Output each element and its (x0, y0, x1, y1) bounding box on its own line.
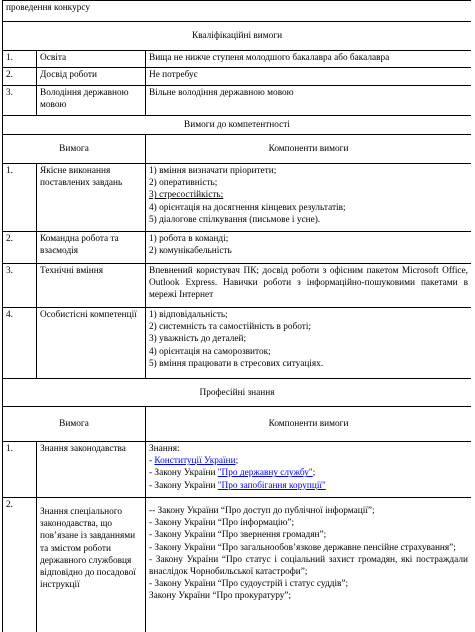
header-components: Компоненти вимоги (146, 407, 472, 442)
comp-num: 1. (3, 164, 37, 232)
qual-value: Не потребує (146, 68, 472, 86)
list-item: 3) уважність до деталей; (149, 334, 247, 345)
knowledge-laws (146, 442, 472, 498)
comp-text: Впевнений користувач ПК; досвід роботи з офісним пакетом Microsoft Office, Outlook Express. Навички роботи з інформаційно-пошуковими пакетами в мережі Інтернет (146, 264, 472, 308)
qual-name: Володіння державною мовою (37, 86, 146, 116)
law-item: - Закону України "Про державну службу"; (149, 468, 316, 479)
list-item: - Закону України “Про статус і соціальний захист громадян, які постраждали внаслідок Чорнобильської катастрофи”; (149, 554, 468, 578)
law-item: - Конституції України; (149, 456, 239, 467)
list-item: - Закону України “Про загальнообов’язкове державне пенсійне страхування”; (149, 542, 456, 553)
section-knowledge: Професійні знання (3, 379, 472, 407)
list-item: - Закону України “Про звернення громадян”; (149, 530, 327, 541)
list-item: 1) робота в команді; (149, 234, 229, 244)
comp-num: 2. (3, 232, 37, 264)
comp-name: Командна робота та взаємодія (37, 232, 146, 264)
list-item: 5) вміння працювати в стресових ситуаціях. (149, 358, 324, 369)
list-item: - Закону України “Про інформацію”; (149, 518, 295, 529)
list-item: 2) комунікабельність (149, 246, 232, 257)
list-item: 4) орієнтація на саморозвиток; (149, 346, 271, 357)
qual-num: 1. (3, 51, 37, 68)
knowledge-name: Знання законодавства (37, 442, 146, 498)
list-item: 3) стресостійкість; (149, 190, 224, 201)
qual-num: 3. (3, 86, 37, 116)
list-item: 2) системність та самостійність в роботі; (149, 322, 311, 333)
comp-items (146, 232, 472, 264)
list-item: Закону України “Про прокуратуру”; (149, 591, 292, 602)
requirements-table (2, 0, 471, 632)
list-item: -- Закону України “Про доступ до публічної інформації”; (149, 506, 375, 516)
qual-value: Вища не нижче ступеня молодшого бакалавра або бакалавра (146, 51, 472, 68)
comp-num: 4. (3, 308, 37, 379)
comp-items (146, 164, 472, 232)
header-requirement: Вимога (3, 407, 146, 442)
list-item: 1) відповідальність; (149, 310, 228, 320)
header-requirement: Вимога (3, 135, 146, 164)
knowledge-items (146, 498, 472, 632)
comp-name: Технічні вміння (37, 264, 146, 308)
qual-value: Вільне володіння державною мовою (146, 86, 472, 116)
knowledge-num: 2. (3, 498, 37, 632)
list-item: 2) оперативність; (149, 178, 218, 189)
list-item: 5) діалогове спілкування (письмове і усне). (149, 214, 321, 225)
header-components: Компоненти вимоги (146, 135, 472, 164)
qual-name: Освіта (37, 51, 146, 68)
knowledge-name: Знання спеціального законодавства, що пов’язане із завданнями та змістом роботи державного службовця відповідно до посадової інструкції (37, 498, 146, 632)
qual-name: Досвід роботи (37, 68, 146, 86)
qual-num: 2. (3, 68, 37, 86)
comp-items (146, 308, 472, 379)
comp-num: 3. (3, 264, 37, 308)
list-item: 4) орієнтація на досягнення кінцевих результатів; (149, 202, 346, 213)
comp-name: Особистісні компетенції (37, 308, 146, 379)
knowledge-num: 1. (3, 442, 37, 498)
law-link-anticorruption[interactable]: "Про запобігання корупції" (217, 480, 326, 491)
list-item: - Закону України “Про судоустрій і статус суддів”; (149, 579, 349, 590)
knowledge-lead: Знання: (149, 444, 180, 454)
section-qualifications: Кваліфікаційні вимоги (3, 22, 472, 51)
comp-name: Якісне виконання поставлених завдань (37, 164, 146, 232)
top-cell: проведення конкурсу (3, 1, 472, 22)
section-competencies: Вимоги до компетентності (3, 116, 472, 135)
document (2, 0, 471, 632)
list-item: 1) вміння визначати пріоритети; (149, 166, 277, 176)
law-link-constitution[interactable]: Конституції України (154, 456, 236, 467)
law-item: - Закону України "Про запобігання корупції" (149, 480, 326, 491)
law-link-civil-service[interactable]: "Про державну службу" (217, 468, 313, 479)
